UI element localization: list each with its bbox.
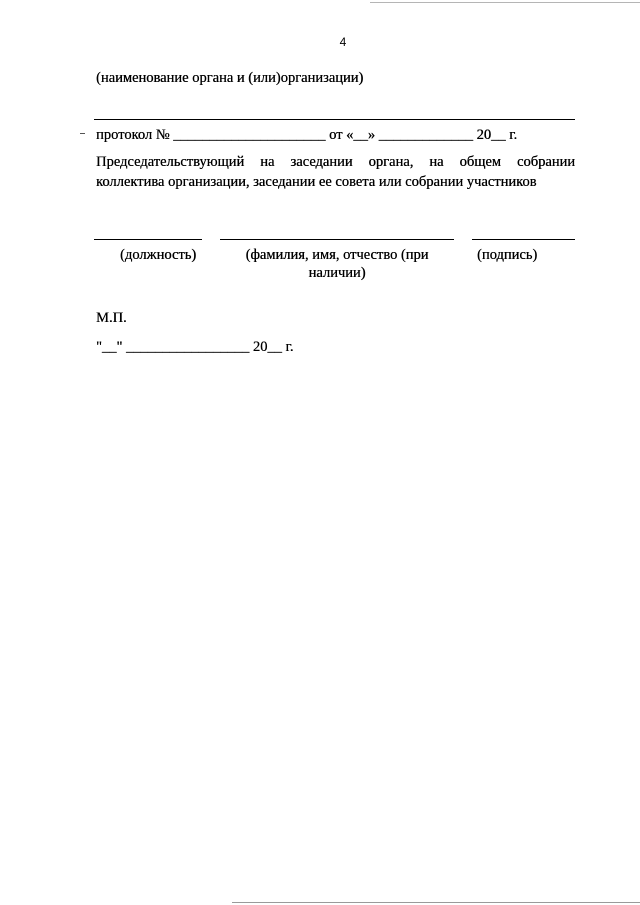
full-name-label: (фамилия, имя, отчество (при наличии) xyxy=(245,247,429,281)
organization-name-line xyxy=(94,119,575,120)
position-signature-line xyxy=(94,239,202,240)
date-line: "__" _________________ 20__ г. xyxy=(96,339,294,355)
stamp-label: М.П. xyxy=(96,310,127,326)
signature-label: (подпись) xyxy=(477,247,538,263)
chairman-text-line-1: Председательствующий на заседании органа, на общем собрании xyxy=(96,154,575,170)
signature-line xyxy=(472,239,575,240)
organization-name-caption: (наименование органа и (или)организации) xyxy=(96,70,364,86)
chairman-text-line-2: коллектива организации, заседании ее совета или собрании участников xyxy=(96,174,537,190)
scan-edge-bottom xyxy=(232,902,640,903)
protocol-line: протокол № _____________________ от «__» _____________ 20__ г. xyxy=(96,127,518,143)
page-number: 4 xyxy=(339,35,347,49)
scan-edge-top xyxy=(370,2,640,3)
position-label: (должность) xyxy=(120,247,197,263)
scan-mark xyxy=(80,133,85,134)
full-name-signature-line xyxy=(220,239,454,240)
